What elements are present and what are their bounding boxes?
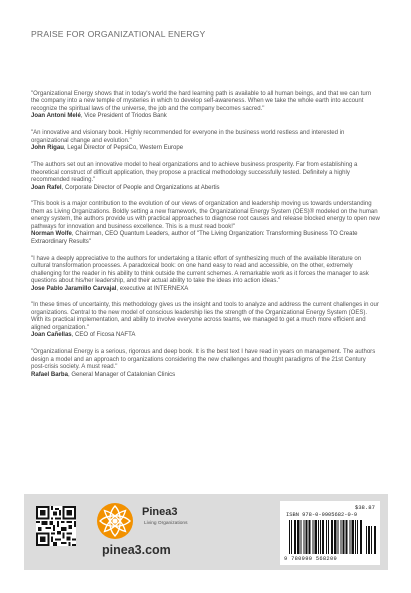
ean-number: 9 780990 568209 xyxy=(284,556,338,562)
quote-author-role: , Vice President of Triodos Bank xyxy=(80,113,167,120)
quote-author-role: , executive at INTERNEXA xyxy=(116,285,189,292)
quote-text: "Organizational Energy is a serious, rigorous and deep book. It is the best text I have read in years on management. The authors design a model and an approach to organizations considering the new challenges and thought paradigms of the 21st Century post-crisis society. A must read." xyxy=(31,349,376,371)
quote-attribution xyxy=(31,113,380,120)
quote-author-role: , Legal Director of PepsiCo, Western Europe xyxy=(63,145,184,152)
section-heading: PRAISE FOR ORGANIZATIONAL ENERGY xyxy=(31,29,206,39)
quote-block xyxy=(31,130,380,152)
quote-author-role: , Chairman, CEO Quantum Leaders, author of "The Living Organization: Transforming Business TO Create Extraordinary Results" xyxy=(31,231,358,245)
price-label: $38.87 xyxy=(354,504,375,511)
quote-author-name: Joan Antoni Melé xyxy=(31,113,81,120)
quote-attribution xyxy=(31,372,380,379)
quote-attribution xyxy=(31,231,380,246)
quote-text: "This book is a major contribution to the evolution of our views of organization and leadership moving us towards understanding them as Living Organizations. Boldly setting a new framework, the Organizational Energy System (OES)® modeled on the human energy system, the authors provide us with practical approaches to diagnose root causes and release blocked energy to open new pathways for innovation and business excellence. This is a must read book!" xyxy=(31,201,380,230)
quote-attribution xyxy=(31,145,380,152)
quote-block xyxy=(31,162,380,192)
quote-author-role: , CEO of Ficosa NAFTA xyxy=(71,332,136,339)
qr-code-icon xyxy=(36,506,76,546)
quote-author-name: John Rigau xyxy=(31,145,64,152)
quote-author-name: Jose Pablo Jaramillo Carvajal xyxy=(31,285,117,292)
quote-attribution xyxy=(31,332,380,339)
quote-block xyxy=(31,256,380,293)
quote-attribution xyxy=(31,286,380,293)
website-url[interactable]: pinea3.com xyxy=(102,543,171,557)
quote-author-role: , General Manager of Catalonian Clinics xyxy=(67,371,176,378)
quote-author-name: Rafael Barba xyxy=(31,371,68,378)
quote-block xyxy=(31,91,380,121)
quote-text: "In these times of uncertainty, this methodology gives us the insight and tools to analyze and address the current challenges in our organizations. Central to the new model of conscious leadership lies the strength of the Organizational Energy System (OES). With its practical implementation, and ability to involve everyone across teams, we managed to get a much more efficient and aligned organization." xyxy=(31,302,379,331)
barcode-icon xyxy=(289,520,363,554)
barcode-addon-icon xyxy=(366,526,377,554)
quote-author-name: Joan Rafel xyxy=(31,184,62,191)
quote-text: "Organizational Energy shows that in today's world the hard learning path is available to all human beings, and that we can turn the company into a new temple of mysteries in which to develop self-awareness. When we take the whole earth into account recognize the spiritual laws of the universe, the job and the company becomes sacred." xyxy=(31,91,372,112)
quote-author-name: Norman Wolfe xyxy=(31,231,72,238)
quote-block xyxy=(31,302,380,339)
quote-author-role: , Corporate Director of People and Organizations at Abertis xyxy=(61,184,220,191)
praise-quotes xyxy=(31,91,380,389)
quote-text: "I have a deeply appreciative to the authors for undertaking a titanic effort of synthesizing much of the available literature on cultural transformation processes. A paradoxical book: on one hand easy to read and accessible, on the other, extremely challenging for the reader in his ability to think outside the current schemes. A remarkable work as it forces the manager to ask questions about his/her leadership, and their actual ability to take the ideas into action ideas." xyxy=(31,255,369,285)
quote-text: "An innovative and visionary book. Highly recommended for everyone in the business world restless and interested in organizational change and evolution." xyxy=(31,130,345,144)
barcode-panel xyxy=(280,501,380,565)
quote-attribution xyxy=(31,185,380,192)
footer-band xyxy=(24,494,388,570)
quote-text: "The authors set out an innovative model to heal organizations and to achieve business prosperity. Far from establishing a theoretical construct of difficult application, they propose a practical methodology successfully tested. Definitely a highly recommended reading." xyxy=(31,162,358,184)
isbn-label: ISBN 978-0-9905682-0-9 xyxy=(286,512,358,518)
pinea3-logo-icon xyxy=(95,501,135,541)
quote-block xyxy=(31,349,380,379)
quote-author-name: Joan Cañellas xyxy=(31,332,72,339)
brand-name: Pinea3 xyxy=(142,506,178,518)
quote-block xyxy=(31,201,380,246)
brand-tagline: Living Organizations xyxy=(144,521,188,526)
